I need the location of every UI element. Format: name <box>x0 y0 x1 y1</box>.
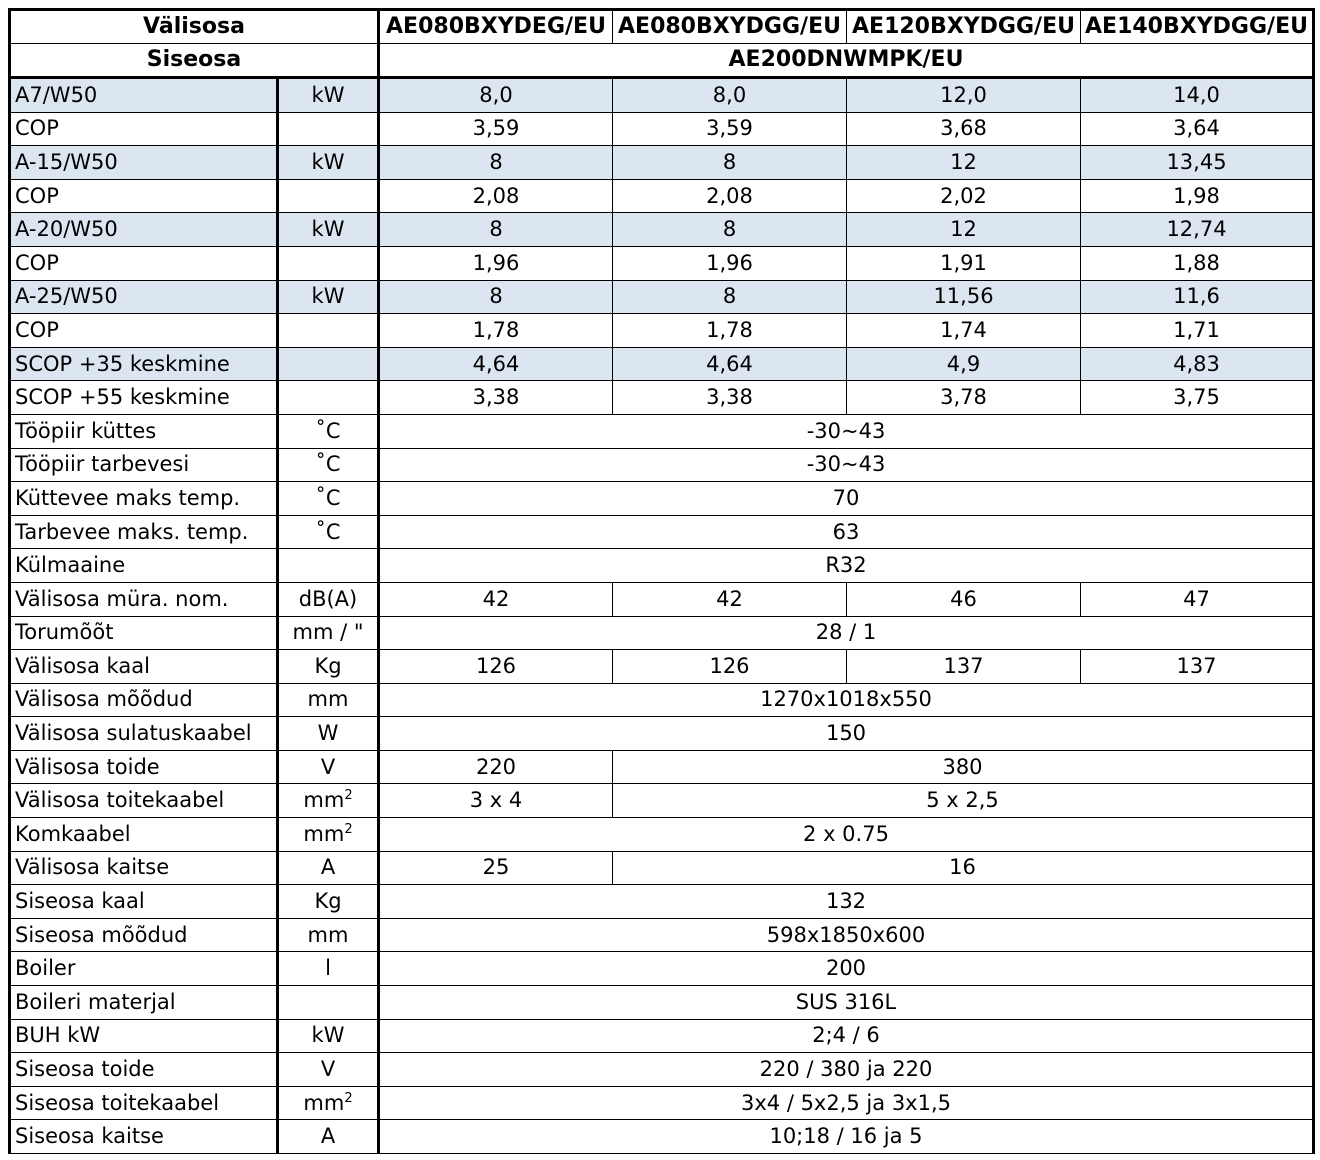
param-name: A-25/W50 <box>10 280 278 314</box>
param-name: Välisosa mõõdud <box>10 683 278 717</box>
param-unit <box>278 851 379 885</box>
table-row <box>10 146 1314 180</box>
value-cell: 8 <box>379 280 613 314</box>
value-cell: 1,78 <box>379 314 613 348</box>
table-row <box>10 1120 1314 1154</box>
value-cell: 3,59 <box>613 112 847 146</box>
param-unit <box>278 146 379 180</box>
unit-text: kW <box>311 149 345 174</box>
table-row <box>10 650 1314 684</box>
value-cell: 42 <box>379 582 613 616</box>
value-cell: 12,0 <box>847 78 1081 113</box>
value-cell: 42 <box>613 582 847 616</box>
model-header-1: AE080BXYDEG/EU <box>379 10 613 44</box>
table-row <box>10 1019 1314 1053</box>
param-name: COP <box>10 314 278 348</box>
table-row <box>10 381 1314 415</box>
param-name: A7/W50 <box>10 78 278 113</box>
param-name: Torumõõt <box>10 616 278 650</box>
param-unit <box>278 112 379 146</box>
unit-superscript: 2 <box>344 788 353 804</box>
value-cell: -30~43 <box>379 414 1314 448</box>
table-row <box>10 414 1314 448</box>
param-name: Välisosa toitekaabel <box>10 784 278 818</box>
table-row <box>10 918 1314 952</box>
param-unit <box>278 1086 379 1120</box>
param-unit <box>278 650 379 684</box>
table-row <box>10 582 1314 616</box>
param-unit <box>278 515 379 549</box>
param-unit <box>278 179 379 213</box>
param-name: A-20/W50 <box>10 213 278 247</box>
unit-text: V <box>320 754 336 779</box>
table-row <box>10 112 1314 146</box>
unit-text: dB(A) <box>298 586 358 611</box>
table-row <box>10 818 1314 852</box>
unit-text: ˚C <box>315 519 341 544</box>
unit-text: mm / " <box>292 620 364 645</box>
value-cell: SUS 316L <box>379 986 1314 1020</box>
value-cell: 137 <box>1081 650 1314 684</box>
value-cell: 4,83 <box>1081 347 1314 381</box>
table-row <box>10 717 1314 751</box>
unit-text: Kg <box>314 889 342 914</box>
table-row <box>10 213 1314 247</box>
value-cell: 16 <box>613 851 1314 885</box>
param-name: SCOP +55 keskmine <box>10 381 278 415</box>
value-cell: 3,59 <box>379 112 613 146</box>
unit-text: Kg <box>314 653 342 678</box>
model-header-4: AE140BXYDGG/EU <box>1081 10 1314 44</box>
param-unit <box>278 213 379 247</box>
value-cell: 380 <box>613 750 1314 784</box>
model-header-2: AE080BXYDGG/EU <box>613 10 847 44</box>
table-row <box>10 952 1314 986</box>
table-row <box>10 1053 1314 1087</box>
spec-table <box>8 8 1315 1154</box>
value-cell: 220 <box>379 750 613 784</box>
param-name: Tarbevee maks. temp. <box>10 515 278 549</box>
param-unit <box>278 246 379 280</box>
table-row <box>10 280 1314 314</box>
value-cell: 63 <box>379 515 1314 549</box>
value-cell: 3x4 / 5x2,5 ja 3x1,5 <box>379 1086 1314 1120</box>
param-name: SCOP +35 keskmine <box>10 347 278 381</box>
value-cell: 14,0 <box>1081 78 1314 113</box>
value-cell: 8 <box>379 213 613 247</box>
value-cell: 1,78 <box>613 314 847 348</box>
value-cell: 70 <box>379 482 1314 516</box>
value-cell: 11,56 <box>847 280 1081 314</box>
unit-text: l <box>325 956 331 981</box>
value-cell: 8 <box>613 213 847 247</box>
unit-text: ˚C <box>315 485 341 510</box>
unit-text: mm <box>307 687 349 712</box>
param-name: Tööpiir küttes <box>10 414 278 448</box>
value-cell: 13,45 <box>1081 146 1314 180</box>
value-cell: 1,88 <box>1081 246 1314 280</box>
value-cell: 4,64 <box>379 347 613 381</box>
unit-text: kW <box>311 82 345 107</box>
value-cell: 1,71 <box>1081 314 1314 348</box>
param-unit <box>278 1053 379 1087</box>
unit-text: ˚C <box>315 452 341 477</box>
param-name: Siseosa toitekaabel <box>10 1086 278 1120</box>
param-name: Siseosa kaal <box>10 885 278 919</box>
value-cell: 1270x1018x550 <box>379 683 1314 717</box>
value-cell: 47 <box>1081 582 1314 616</box>
param-name: Välisosa toide <box>10 750 278 784</box>
param-unit <box>278 414 379 448</box>
unit-superscript: 2 <box>344 821 353 837</box>
unit-text: ˚C <box>315 418 341 443</box>
param-name: COP <box>10 112 278 146</box>
param-name: Boileri materjal <box>10 986 278 1020</box>
table-row <box>10 246 1314 280</box>
value-cell: 8,0 <box>379 78 613 113</box>
param-unit <box>278 986 379 1020</box>
table-row <box>10 986 1314 1020</box>
unit-text: mm <box>307 922 349 947</box>
spec-table-body <box>10 10 1314 1154</box>
header-row-outdoor <box>10 10 1314 44</box>
param-unit <box>278 717 379 751</box>
unit-text: kW <box>311 1023 345 1048</box>
value-cell: 132 <box>379 885 1314 919</box>
param-unit <box>278 1019 379 1053</box>
value-cell: 8,0 <box>613 78 847 113</box>
value-cell: 3,75 <box>1081 381 1314 415</box>
table-row <box>10 1086 1314 1120</box>
table-row <box>10 616 1314 650</box>
table-row <box>10 448 1314 482</box>
table-row <box>10 515 1314 549</box>
value-cell: 3,38 <box>613 381 847 415</box>
param-unit <box>278 482 379 516</box>
param-unit <box>278 750 379 784</box>
value-cell: 4,9 <box>847 347 1081 381</box>
param-name: Komkaabel <box>10 818 278 852</box>
param-unit <box>278 952 379 986</box>
param-unit <box>278 549 379 583</box>
value-cell: 2;4 / 6 <box>379 1019 1314 1053</box>
value-cell: 8 <box>613 280 847 314</box>
table-row <box>10 683 1314 717</box>
indoor-unit-header: Siseosa <box>10 44 379 78</box>
table-row <box>10 179 1314 213</box>
table-row <box>10 78 1314 113</box>
param-name: Välisosa sulatuskaabel <box>10 717 278 751</box>
unit-text: kW <box>311 217 345 242</box>
value-cell: 3,38 <box>379 381 613 415</box>
value-cell: 12 <box>847 213 1081 247</box>
value-cell: 4,64 <box>613 347 847 381</box>
param-unit <box>278 616 379 650</box>
value-cell: 11,6 <box>1081 280 1314 314</box>
unit-text: mm <box>303 788 345 813</box>
table-row <box>10 314 1314 348</box>
value-cell: 126 <box>379 650 613 684</box>
value-cell: 126 <box>613 650 847 684</box>
unit-text: A <box>320 1124 336 1149</box>
param-unit <box>278 448 379 482</box>
value-cell: 598x1850x600 <box>379 918 1314 952</box>
value-cell: R32 <box>379 549 1314 583</box>
param-name: Välisosa müra. nom. <box>10 582 278 616</box>
value-cell: 12,74 <box>1081 213 1314 247</box>
unit-text: mm <box>303 821 345 846</box>
value-cell: 1,98 <box>1081 179 1314 213</box>
table-row <box>10 885 1314 919</box>
value-cell: 137 <box>847 650 1081 684</box>
value-cell: 12 <box>847 146 1081 180</box>
value-cell: 3,78 <box>847 381 1081 415</box>
value-cell: 1,96 <box>613 246 847 280</box>
value-cell: 3 x 4 <box>379 784 613 818</box>
table-row <box>10 784 1314 818</box>
param-unit <box>278 78 379 113</box>
value-cell: 10;18 / 16 ja 5 <box>379 1120 1314 1154</box>
value-cell: 46 <box>847 582 1081 616</box>
param-name: BUH kW <box>10 1019 278 1053</box>
value-cell: -30~43 <box>379 448 1314 482</box>
value-cell: 25 <box>379 851 613 885</box>
unit-superscript: 2 <box>344 1090 353 1106</box>
param-name: Küttevee maks temp. <box>10 482 278 516</box>
value-cell: 200 <box>379 952 1314 986</box>
value-cell: 28 / 1 <box>379 616 1314 650</box>
outdoor-unit-header: Välisosa <box>10 10 379 44</box>
param-name: Tööpiir tarbevesi <box>10 448 278 482</box>
value-cell: 150 <box>379 717 1314 751</box>
value-cell: 2,08 <box>613 179 847 213</box>
param-unit <box>278 918 379 952</box>
param-unit <box>278 818 379 852</box>
param-name: Välisosa kaal <box>10 650 278 684</box>
header-row-indoor <box>10 44 1314 78</box>
value-cell: 3,64 <box>1081 112 1314 146</box>
unit-text: A <box>320 855 336 880</box>
table-row <box>10 851 1314 885</box>
value-cell: 2 x 0.75 <box>379 818 1314 852</box>
value-cell: 1,91 <box>847 246 1081 280</box>
indoor-model-header: AE200DNWMPK/EU <box>379 44 1314 78</box>
param-name: Boiler <box>10 952 278 986</box>
param-name: Külmaaine <box>10 549 278 583</box>
value-cell: 1,96 <box>379 246 613 280</box>
param-name: A-15/W50 <box>10 146 278 180</box>
param-name: Välisosa kaitse <box>10 851 278 885</box>
param-unit <box>278 885 379 919</box>
value-cell: 8 <box>613 146 847 180</box>
model-header-3: AE120BXYDGG/EU <box>847 10 1081 44</box>
table-row <box>10 549 1314 583</box>
unit-text: V <box>320 1057 336 1082</box>
param-unit <box>278 314 379 348</box>
param-name: Siseosa toide <box>10 1053 278 1087</box>
param-unit <box>278 784 379 818</box>
value-cell: 2,08 <box>379 179 613 213</box>
value-cell: 8 <box>379 146 613 180</box>
param-unit <box>278 381 379 415</box>
value-cell: 3,68 <box>847 112 1081 146</box>
param-unit <box>278 347 379 381</box>
param-name: Siseosa kaitse <box>10 1120 278 1154</box>
value-cell: 1,74 <box>847 314 1081 348</box>
param-unit <box>278 280 379 314</box>
param-name: COP <box>10 179 278 213</box>
unit-text: kW <box>311 284 345 309</box>
param-unit <box>278 683 379 717</box>
value-cell: 5 x 2,5 <box>613 784 1314 818</box>
table-row <box>10 347 1314 381</box>
value-cell: 2,02 <box>847 179 1081 213</box>
param-name: Siseosa mõõdud <box>10 918 278 952</box>
param-unit <box>278 1120 379 1154</box>
param-unit <box>278 582 379 616</box>
unit-text: mm <box>303 1090 345 1115</box>
value-cell: 220 / 380 ja 220 <box>379 1053 1314 1087</box>
table-row <box>10 482 1314 516</box>
param-name: COP <box>10 246 278 280</box>
unit-text: W <box>317 721 339 746</box>
table-row <box>10 750 1314 784</box>
